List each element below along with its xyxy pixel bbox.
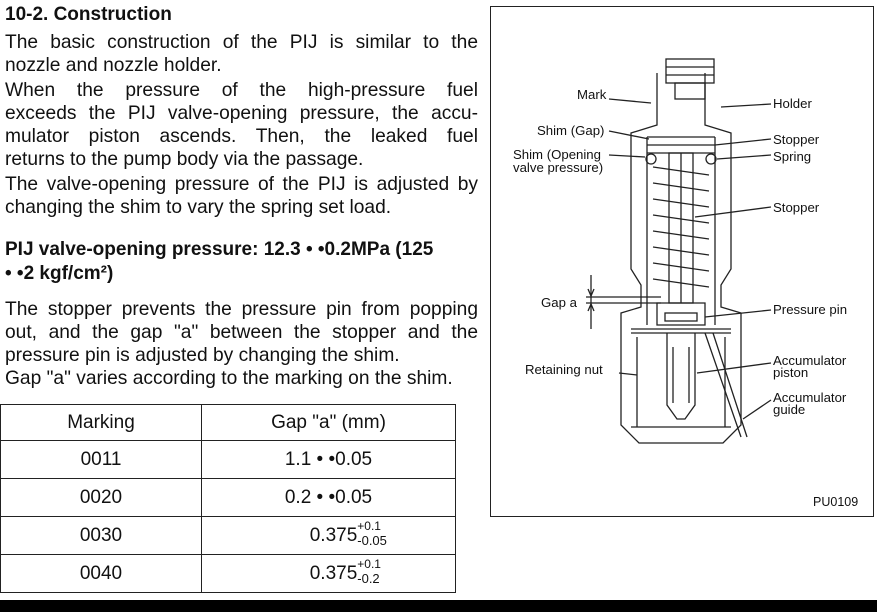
stopper-line-3: pressure pin is adjusted by changing the shim. bbox=[5, 345, 400, 366]
adjustment-line-2: changing the shim to vary the spring set load. bbox=[5, 197, 392, 218]
tolerance-lower: -0.2 bbox=[357, 570, 380, 586]
marking-cell: 0040 bbox=[1, 555, 202, 593]
adjustment-line-1: The valve-opening pressure of the PIJ is adjusted by bbox=[5, 174, 478, 195]
intro-line-1: The basic construction of the PIJ is similar to the bbox=[5, 32, 478, 53]
gap-base-value: 0.375 bbox=[309, 562, 358, 584]
intro-line-2: nozzle and nozzle holder. bbox=[5, 55, 222, 76]
label-gap-a: Gap a bbox=[541, 295, 577, 310]
table-row bbox=[1, 479, 456, 517]
operation-line-1: When the pressure of the high-pressure fuel bbox=[5, 80, 478, 101]
gap-tolerance bbox=[357, 518, 387, 551]
gap-base-value: 0.375 bbox=[309, 524, 358, 546]
operation-paragraph bbox=[5, 79, 478, 171]
label-stopper-top: Stopper bbox=[773, 132, 820, 147]
label-shim-opening-1: Shim (Opening bbox=[513, 147, 601, 162]
section-heading: 10-2. Construction bbox=[5, 4, 172, 25]
pij-cross-section-drawing bbox=[491, 7, 871, 514]
table-row bbox=[1, 441, 456, 479]
operation-line-2: exceeds the PIJ valve-opening pressure, the accu- bbox=[5, 103, 478, 124]
marking-cell: 0011 bbox=[1, 441, 202, 479]
page-bottom-bar bbox=[0, 600, 877, 612]
label-accumulator-guide-2: guide bbox=[773, 402, 806, 417]
column-header-gap: Gap "a" (mm) bbox=[202, 405, 456, 441]
spec-line-2: • •2 kgf/cm²) bbox=[5, 263, 114, 284]
intro-paragraph bbox=[5, 31, 478, 77]
operation-line-3: mulator piston ascends. Then, the leaked fuel bbox=[5, 126, 478, 147]
marking-cell: 0020 bbox=[1, 479, 202, 517]
table-row bbox=[1, 517, 456, 555]
gap-cell: 0.2 • •0.05 bbox=[202, 479, 456, 517]
gap-cell bbox=[202, 517, 456, 555]
figure-code: PU0109 bbox=[813, 495, 859, 509]
operation-line-4: returns to the pump body via the passage. bbox=[5, 149, 364, 170]
pij-cross-section-figure bbox=[490, 6, 874, 517]
label-shim-gap: Shim (Gap) bbox=[537, 123, 605, 138]
label-mark: Mark bbox=[577, 87, 607, 102]
table-row bbox=[1, 555, 456, 593]
valve-opening-pressure-spec bbox=[5, 238, 433, 286]
gap-marking-table bbox=[0, 404, 456, 593]
label-accumulator-piston-1: Accumulator bbox=[773, 353, 847, 368]
label-accumulator-guide-1: Accumulator bbox=[773, 390, 847, 405]
gap-tolerance bbox=[357, 556, 387, 589]
label-stopper-mid: Stopper bbox=[773, 200, 820, 215]
stopper-paragraph bbox=[5, 298, 478, 390]
tolerance-lower: -0.05 bbox=[357, 532, 387, 548]
tolerance-upper: +0.1 bbox=[357, 556, 381, 571]
gap-cell bbox=[202, 555, 456, 593]
label-holder: Holder bbox=[773, 96, 812, 111]
marking-cell: 0030 bbox=[1, 517, 202, 555]
tolerance-upper: +0.1 bbox=[357, 518, 381, 533]
column-header-marking: Marking bbox=[1, 405, 202, 441]
spec-line-1: PIJ valve-opening pressure: 12.3 • •0.2MPa (125 bbox=[5, 239, 434, 260]
stopper-line-2: out, and the gap "a" between the stopper and the bbox=[5, 322, 478, 343]
label-pressure-pin: Pressure pin bbox=[773, 302, 848, 317]
label-accumulator-piston-2: piston bbox=[773, 365, 809, 380]
stopper-line-4: Gap "a" varies according to the marking on the shim. bbox=[5, 368, 453, 389]
gap-cell: 1.1 • •0.05 bbox=[202, 441, 456, 479]
adjustment-paragraph bbox=[5, 173, 478, 219]
label-shim-opening-2: valve pressure) bbox=[513, 160, 604, 175]
table-header-row bbox=[1, 405, 456, 441]
stopper-line-1: The stopper prevents the pressure pin from popping bbox=[5, 299, 478, 320]
label-spring: Spring bbox=[773, 149, 812, 164]
label-retaining-nut: Retaining nut bbox=[525, 362, 603, 377]
